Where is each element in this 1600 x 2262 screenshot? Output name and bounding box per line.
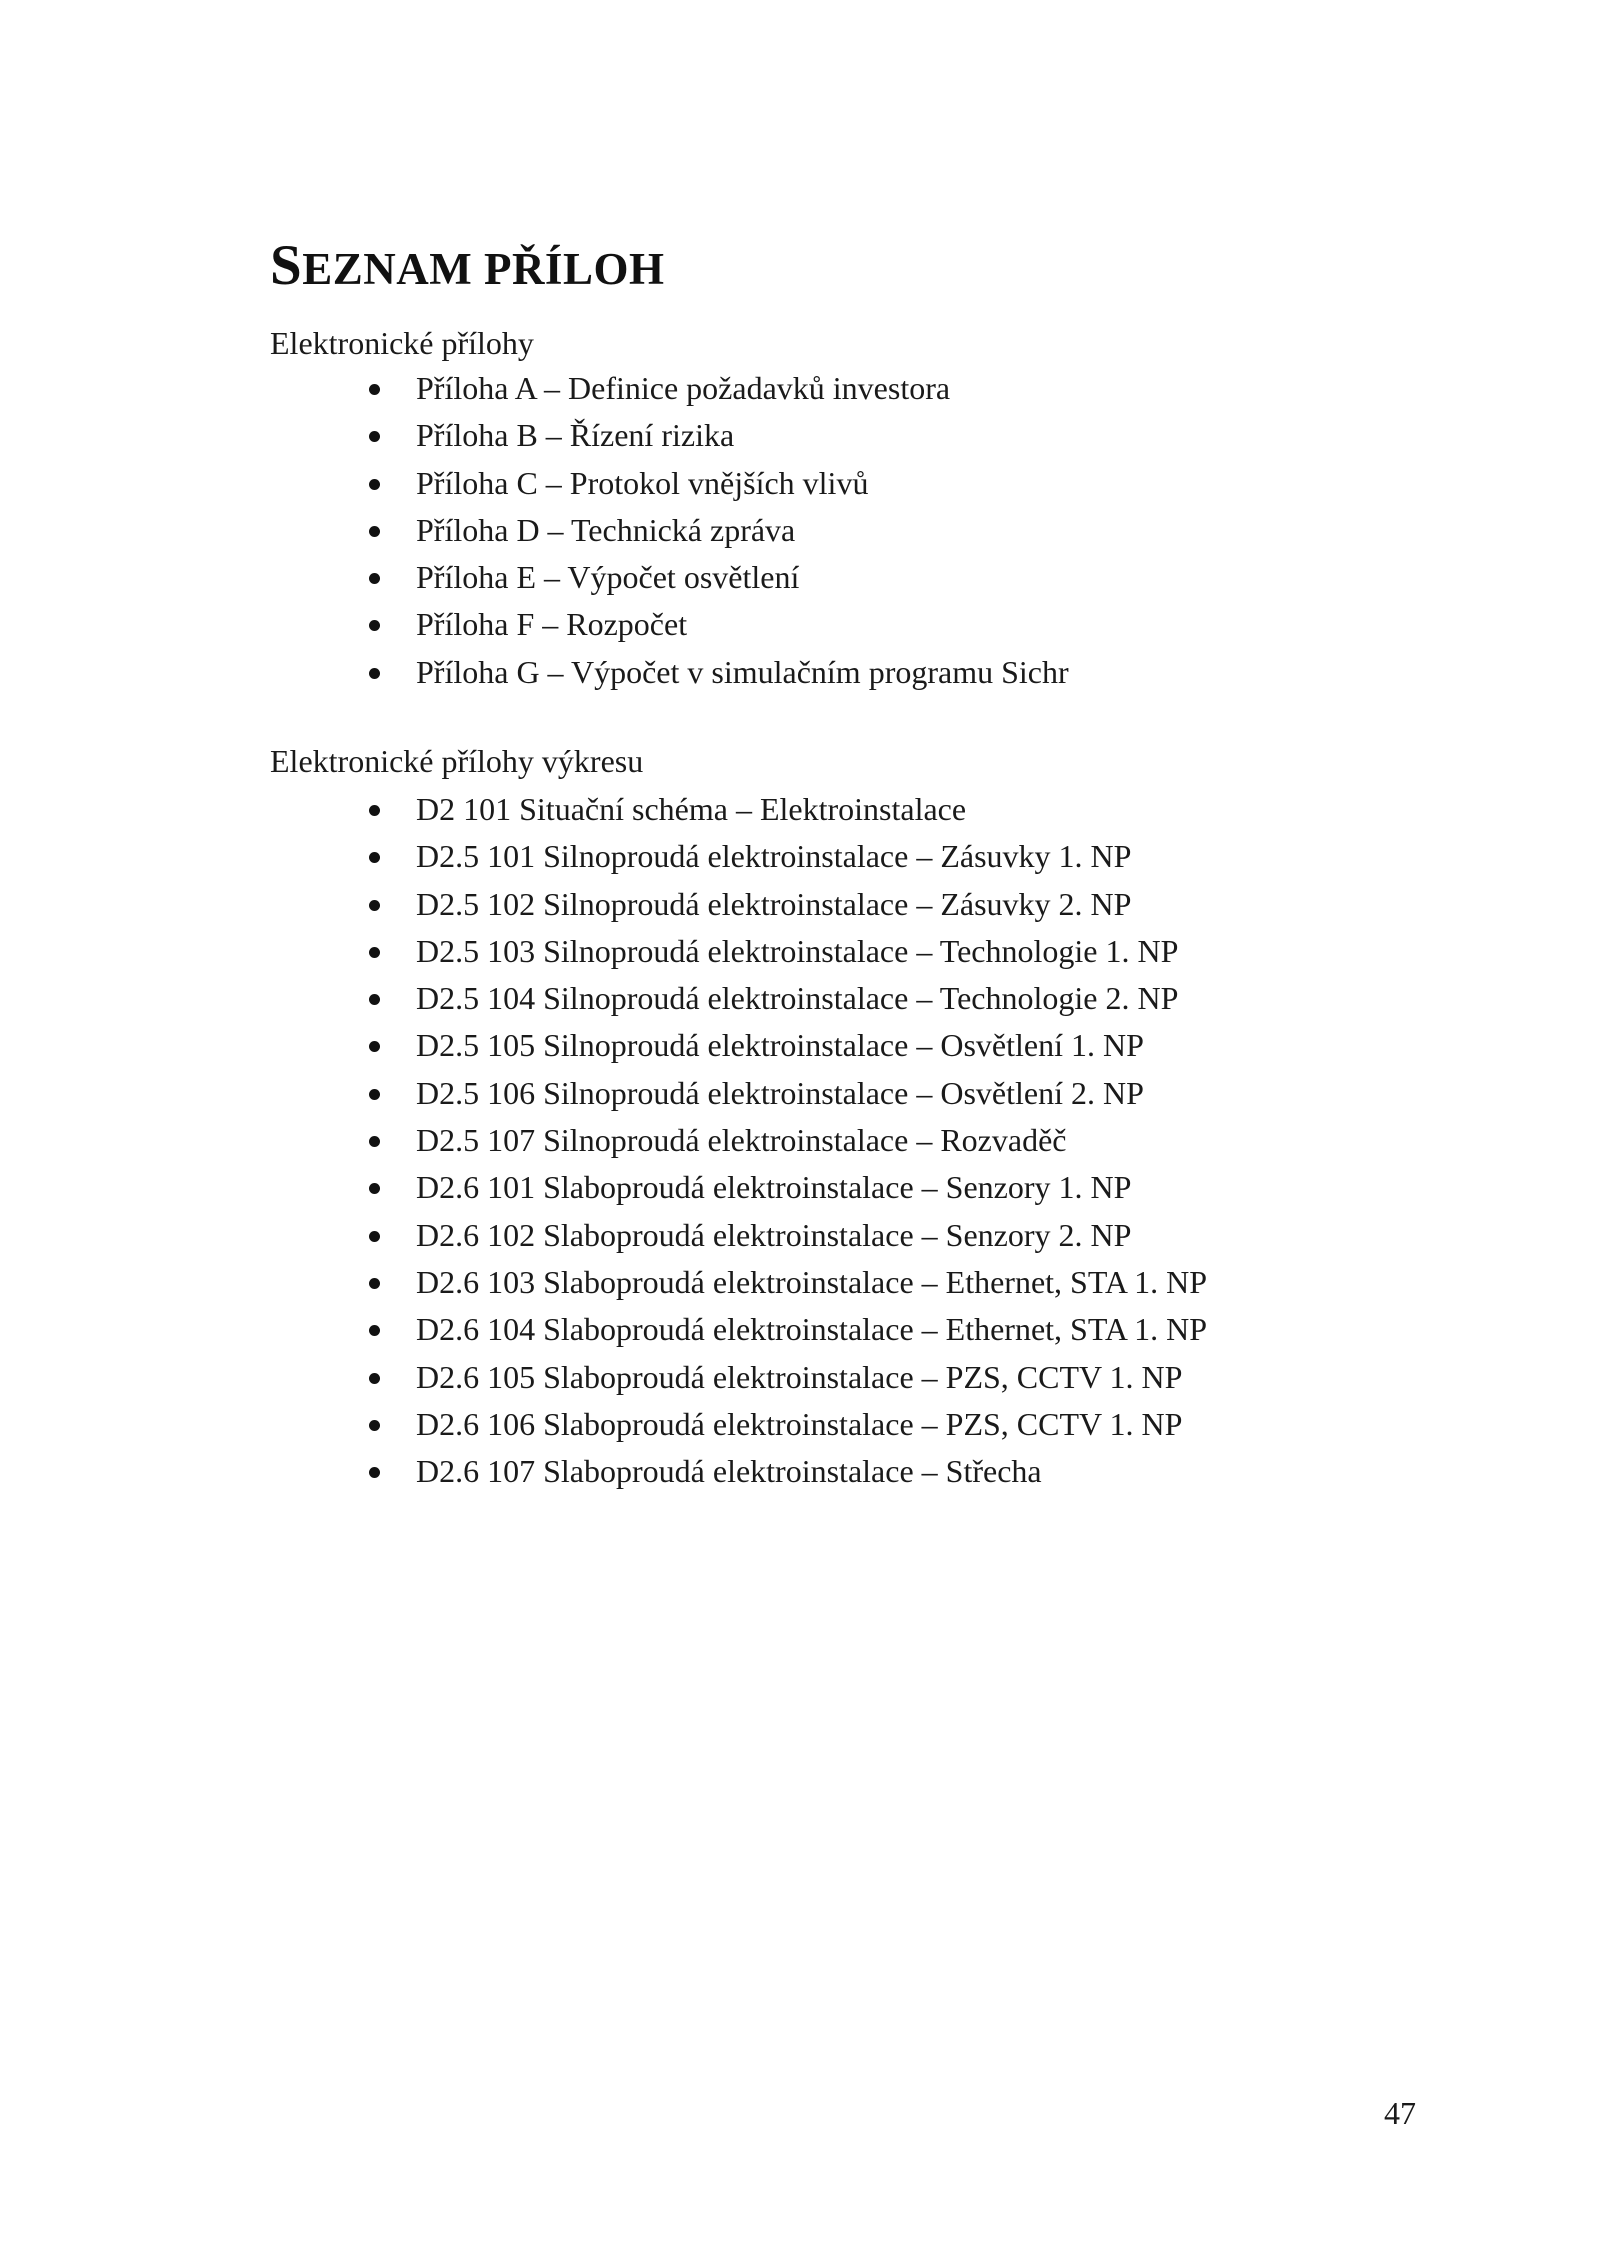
bullet-icon xyxy=(369,1325,380,1336)
bullet-icon xyxy=(369,947,380,958)
bullet-icon xyxy=(369,1278,380,1289)
list-item-text: D2.6 107 Slaboproudá elektroinstalace – Střecha xyxy=(416,1453,1042,1490)
bullet-icon xyxy=(369,1136,380,1147)
list-item-text: D2.5 103 Silnoproudá elektroinstalace – Technologie 1. NP xyxy=(416,932,1179,969)
bullet-icon xyxy=(369,852,380,863)
bullet-icon xyxy=(369,994,380,1005)
list-item-text: D2.6 106 Slaboproudá elektroinstalace – PZS, CCTV 1. NP xyxy=(416,1405,1183,1442)
bullet-icon xyxy=(369,526,380,537)
list-item-text: D2.5 102 Silnoproudá elektroinstalace – Zásuvky 2. NP xyxy=(416,885,1132,922)
list-item-text: Příloha G – Výpočet v simulačním programu Sichr xyxy=(416,653,1069,690)
list-item-text: D2.5 104 Silnoproudá elektroinstalace – Technologie 2. NP xyxy=(416,980,1179,1017)
list-item-text: D2.5 105 Silnoproudá elektroinstalace – Osvětlení 1. NP xyxy=(416,1027,1144,1064)
bullet-icon xyxy=(369,1089,380,1100)
bullet-icon xyxy=(369,1231,380,1242)
bullet-icon xyxy=(369,620,380,631)
list-item-text: Příloha B – Řízení rizika xyxy=(416,417,735,454)
bullet-icon xyxy=(369,805,380,816)
list-item-text: Příloha A – Definice požadavků investora xyxy=(416,370,951,406)
page-number: 47 xyxy=(1384,2095,1416,2131)
bullet-icon xyxy=(369,573,380,584)
list-item-text: Příloha C – Protokol vnějších vlivů xyxy=(416,464,869,501)
list-item-text: D2.5 101 Silnoproudá elektroinstalace – Zásuvky 1. NP xyxy=(416,838,1132,875)
list-item-text: D2.5 107 Silnoproudá elektroinstalace – Rozvaděč xyxy=(416,1122,1067,1159)
list-item-text: D2.6 104 Slaboproudá elektroinstalace – Ethernet, STA 1. NP xyxy=(416,1311,1208,1348)
bullet-icon xyxy=(369,1373,380,1384)
bullet-icon xyxy=(369,1467,380,1478)
list-item-text: D2.6 103 Slaboproudá elektroinstalace – Ethernet, STA 1. NP xyxy=(416,1263,1208,1300)
bullet-icon xyxy=(369,431,380,442)
list-item-text: Příloha E – Výpočet osvětlení xyxy=(416,559,800,596)
list-item-text: D2 101 Situační schéma – Elektroinstalace xyxy=(416,791,967,827)
list-item-text: Příloha F – Rozpočet xyxy=(416,606,688,643)
list-item-text: D2.6 105 Slaboproudá elektroinstalace – PZS, CCTV 1. NP xyxy=(416,1358,1183,1395)
section-label-electronic-attachments: Elektronické přílohy xyxy=(270,325,534,361)
bullet-icon xyxy=(369,668,380,679)
list-item-text: D2.6 101 Slaboproudá elektroinstalace – Senzory 1. NP xyxy=(416,1169,1132,1206)
list-item-text: D2.6 102 Slaboproudá elektroinstalace – Senzory 2. NP xyxy=(416,1216,1132,1253)
title-initial: S xyxy=(270,234,303,297)
bullet-icon xyxy=(369,1041,380,1052)
title-rest: EZNAM PŘÍLOH xyxy=(302,244,665,294)
bullet-icon xyxy=(369,479,380,490)
bullet-icon xyxy=(369,900,380,911)
page-title xyxy=(270,236,664,299)
bullet-icon xyxy=(369,1420,380,1431)
bullet-icon xyxy=(369,1183,380,1194)
bullet-icon xyxy=(369,384,380,395)
list-item-text: Příloha D – Technická zpráva xyxy=(416,511,796,548)
section-label-drawing-attachments: Elektronické přílohy výkresu xyxy=(270,743,644,779)
list-item-text: D2.5 106 Silnoproudá elektroinstalace – Osvětlení 2. NP xyxy=(416,1074,1144,1111)
